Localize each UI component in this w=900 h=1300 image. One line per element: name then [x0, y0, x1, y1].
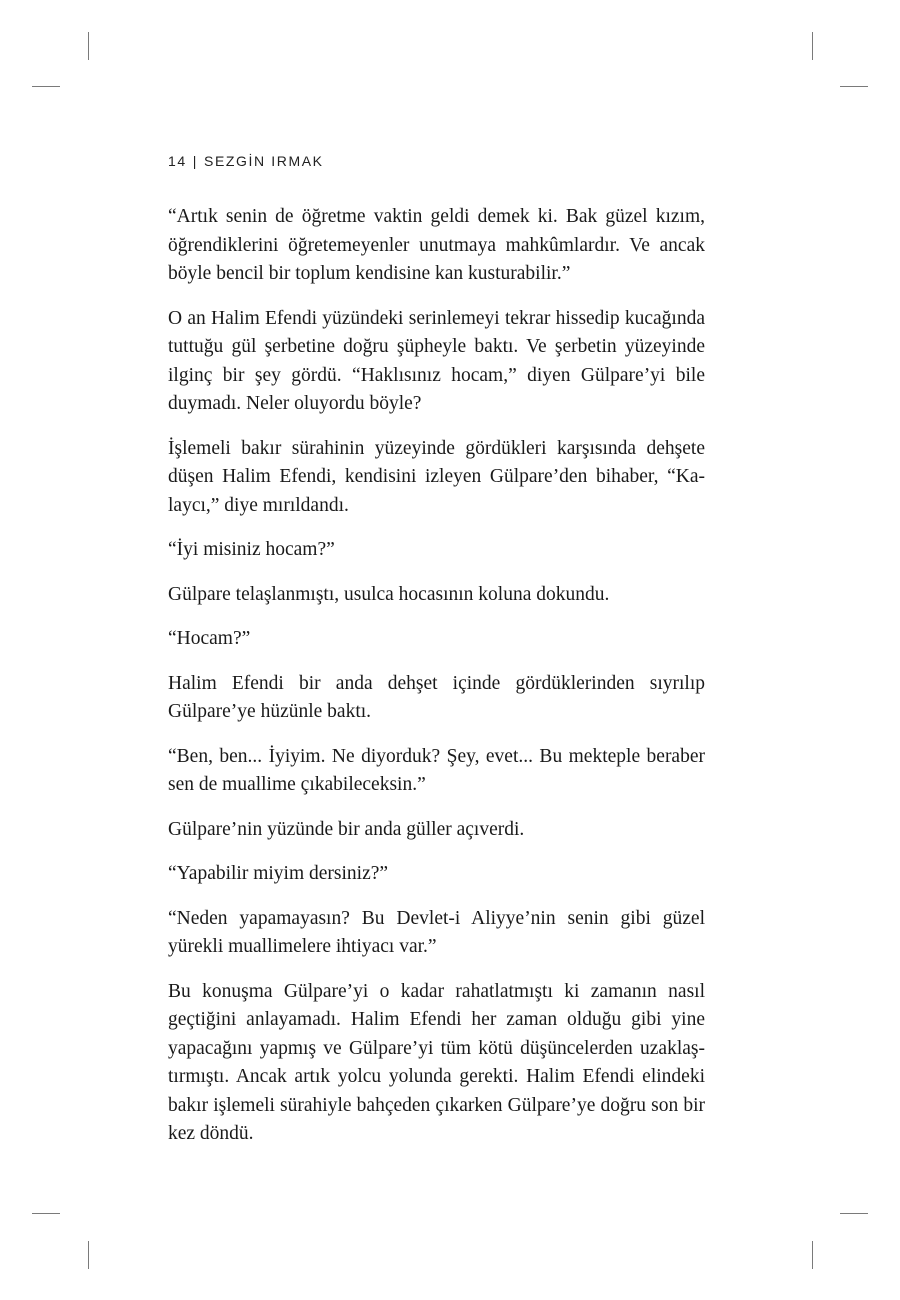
author-name: SEZGİN IRMAK [204, 153, 324, 169]
paragraph-8: “Ben, ben... İyiyim. Ne diyorduk? Şey, evet... Bu mekteple beraber sen de muallime çıkabileceksin.” [168, 745, 705, 795]
crop-mark-top-left-horizontal [32, 86, 60, 87]
crop-mark-top-right-horizontal [840, 86, 868, 87]
paragraph-7: Halim Efendi bir anda dehşet içinde gördüklerinden sıyrılıp Gülpare’ye hüzünle baktı. [168, 672, 705, 722]
paragraph-2: O an Halim Efendi yüzündeki serinlemeyi tekrar hissedip kucağında tuttuğu gül şerbetine doğru şüpheyle baktı. Ve şerbetin yüzeyinde ilginç bir şey gördü. “Haklısınız hocam,” diyen Gülpare’yi bile duymadı. Neler oluyordu böyle? [168, 307, 705, 414]
crop-mark-bottom-left-horizontal [32, 1213, 60, 1214]
paragraph-5: Gülpare telaşlanmıştı, usulca hocasının koluna dokundu. [168, 583, 610, 605]
page-number: 14 [168, 153, 187, 169]
paragraph-12: Bu konuşma Gülpare’yi o kadar rahatlatmıştı ki zamanın nasıl geçtiğini anlayamadı. Halim Efendi her zaman olduğu gibi yine yapacağını yapmış ve Gülpare’yi tüm kötü düşüncelerden uzaklaştırmıştı. Ancak artık yolcu yolunda gerekti. Halim Efendi elindeki bakır işlemeli sürahiyle bahçeden çıkarken Gülpare’ye doğru son bir kez döndü. [168, 980, 705, 1144]
paragraph-4: “İyi misiniz hocam?” [168, 539, 335, 560]
running-header [168, 153, 324, 169]
crop-mark-top-right-vertical [812, 32, 813, 60]
crop-mark-top-left-vertical [88, 32, 89, 60]
header-separator: | [192, 153, 199, 169]
crop-mark-bottom-right-horizontal [840, 1213, 868, 1214]
crop-mark-bottom-left-vertical [88, 1241, 89, 1269]
paragraph-6: “Hocam?” [168, 628, 251, 649]
paragraph-10: “Yapabilir miyim dersiniz?” [168, 863, 389, 884]
paragraph-9: Gülpare’nin yüzünde bir anda güller açıverdi. [168, 818, 525, 840]
paragraph-11: “Neden yapamayasın? Bu Devlet-i Aliyye’nin senin gibi güzel yürekli muallimelere ihtiyacı var.” [168, 907, 705, 957]
crop-mark-bottom-right-vertical [812, 1241, 813, 1269]
body-text [168, 203, 705, 1165]
paragraph-1: “Artık senin de öğretme vaktin geldi demek ki. Bak güzel kızım, öğrendiklerini öğretemeyenler unutmaya mahkûmlardır. Ve ancak böyle bencil bir toplum kendisine kan kusturabilir.” [168, 206, 705, 284]
paragraph-3: İşlemeli bakır sürahinin yüzeyinde gördükleri karşısında dehşete düşen Halim Efendi, kendisini izleyen Gülpare’den bihaber, “Kalaycı,” diye mırıldandı. [168, 437, 705, 516]
